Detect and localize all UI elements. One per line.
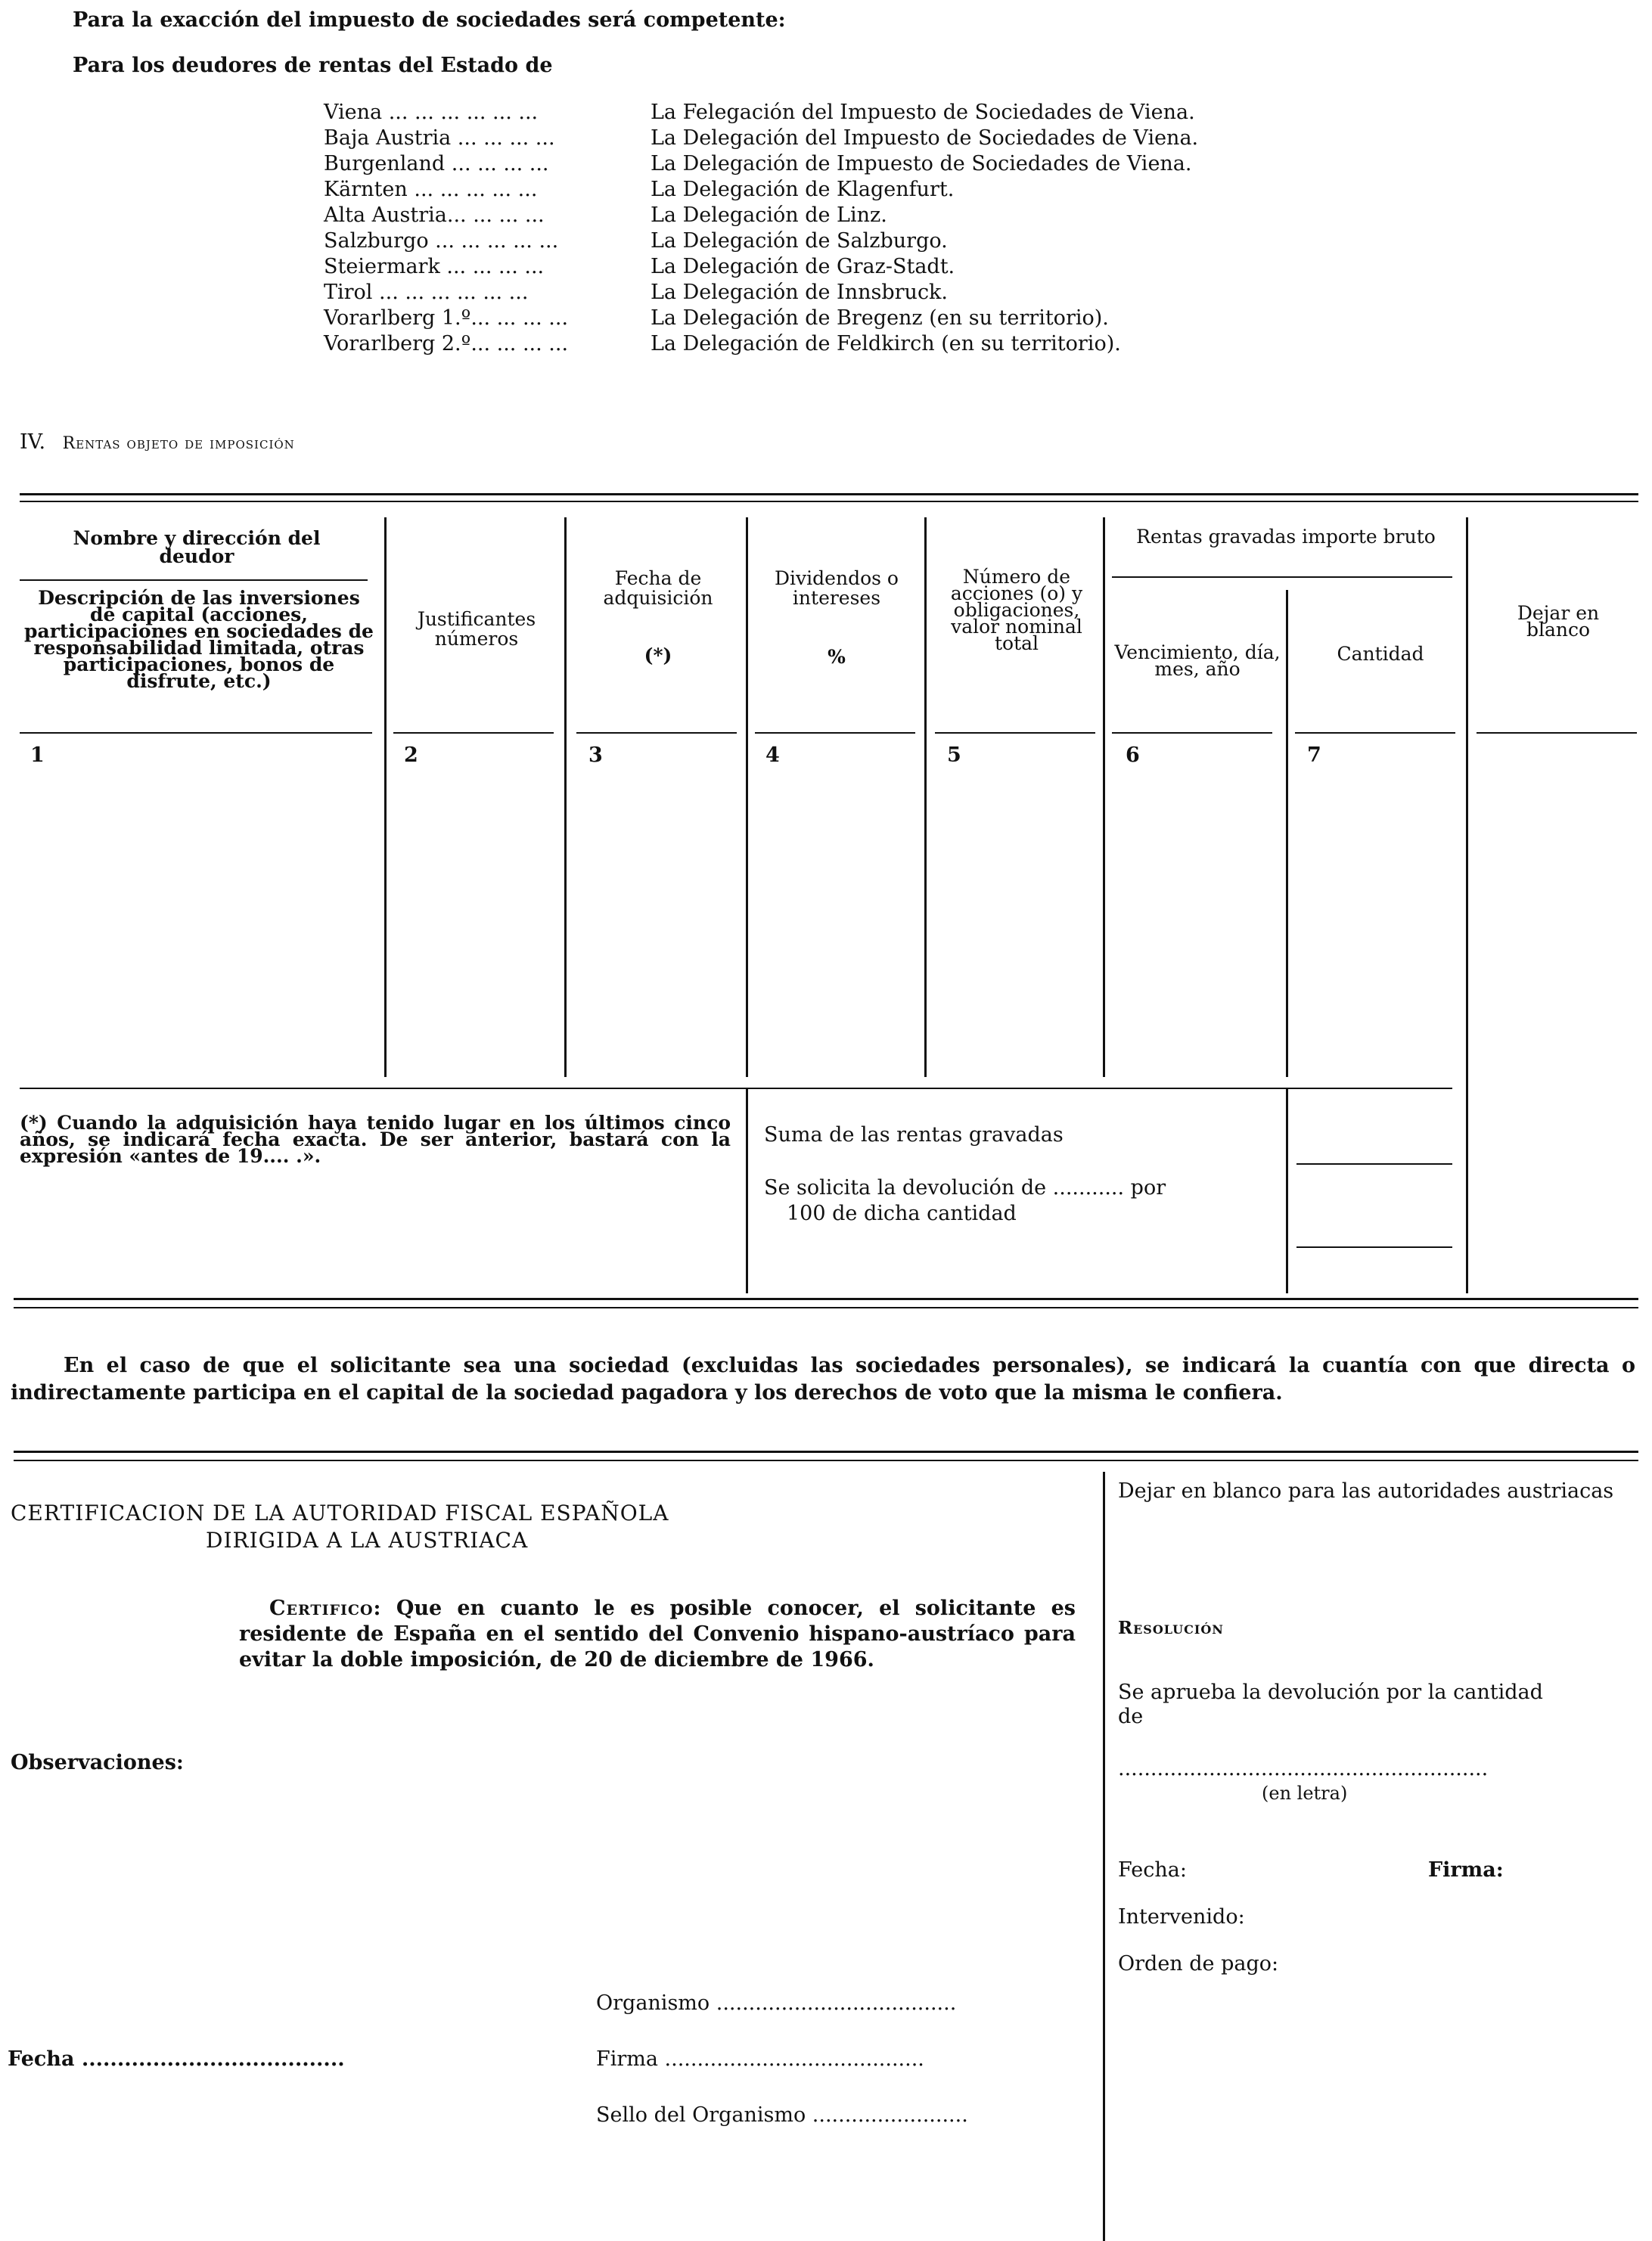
col-number-6: 6 <box>1126 743 1140 767</box>
organismo-field[interactable]: Organismo ..................................... <box>596 1991 957 2015</box>
table-bottom-rule-2 <box>14 1307 1638 1308</box>
cert-column-divider <box>1103 1472 1105 2241</box>
intro-line-1: Para la exacción del impuesto de sociedades será competente: <box>73 8 786 32</box>
intro-line-2-text: Para los deudores de rentas del Estado de <box>73 54 553 77</box>
dejar-en-blanco-note: Dejar en blanco para las autoridades austriacas <box>1118 1479 1614 1503</box>
numrow-rule-5 <box>935 732 1095 734</box>
state-name-5: Alta Austria... ... ... ... <box>324 203 545 227</box>
numrow-rule-6 <box>1112 732 1272 734</box>
devolucion-line-1: Se solicita la devolución de ........... por <box>764 1176 1166 1200</box>
section-number: IV. <box>20 430 46 454</box>
suma-value-line[interactable] <box>1296 1163 1452 1165</box>
intervenido-label: Intervenido: <box>1118 1905 1245 1929</box>
aprueba-text: Se aprueba la devolución por la cantidad de <box>1118 1681 1543 1728</box>
state-name-6: Salzburgo ... ... ... ... ... <box>324 229 559 253</box>
col-divider-4 <box>924 517 927 1077</box>
col1-head: Nombre y dirección del deudor <box>73 527 321 567</box>
col-number-5: 5 <box>947 743 961 767</box>
suma-divider-left <box>746 1089 748 1293</box>
numrow-rule-2 <box>393 732 554 734</box>
certifico-text: Que en cuanto le es posible conocer, el solicitante es residente de España en el sentido del Convenio hispano-austríaco para evitar la doble imposición, de 20 de diciembre de 1966. <box>239 1597 1076 1671</box>
table-top-rule-1 <box>20 493 1638 495</box>
table-bottom-rule-1 <box>14 1298 1638 1300</box>
state-office-2: La Delegación del Impuesto de Sociedades de Viena. <box>651 126 1199 150</box>
cert-title-1: CERTIFICACION DE LA AUTORIDAD FISCAL ESPAÑOLA <box>11 1501 669 1526</box>
suma-label: Suma de las rentas gravadas <box>764 1123 1064 1147</box>
fecha-field[interactable]: Fecha ..................................... <box>8 2047 345 2071</box>
table-footnote: (*) Cuando la adquisición haya tenido lugar en los últimos cinco años, se indicará fecha exacta. De ser anterior, bastará con la expresión «antes de 19.... .». <box>20 1112 731 1167</box>
devolucion-value-line[interactable] <box>1296 1246 1452 1248</box>
group-head: Rentas gravadas importe bruto <box>1136 526 1436 548</box>
col-number-4: 4 <box>765 743 780 767</box>
state-office-10: La Delegación de Feldkirch (en su territorio). <box>651 332 1121 355</box>
state-office-6: La Delegación de Salzburgo. <box>651 229 948 253</box>
table-top-rule-2 <box>20 501 1638 502</box>
col3-note: (*) <box>644 644 672 666</box>
state-office-1: La Felegación del Impuesto de Sociedades de Viena. <box>651 101 1195 124</box>
state-name-10: Vorarlberg 2.º... ... ... ... <box>324 332 569 355</box>
state-office-8: La Delegación de Innsbruck. <box>651 281 949 304</box>
state-name-3: Burgenland ... ... ... ... <box>324 152 549 175</box>
cert-title-2: DIRIGIDA A LA AUSTRIACA <box>206 1528 529 1553</box>
col-number-2: 2 <box>404 743 418 767</box>
col-number-1: 1 <box>30 743 45 767</box>
col-number-7: 7 <box>1307 743 1321 767</box>
col1-header-rule <box>20 579 368 581</box>
state-name-4: Kärnten ... ... ... ... ... <box>324 178 538 201</box>
col5-head: Número de acciones (o) y obligaciones, valor nominal total <box>950 566 1083 654</box>
state-office-7: La Delegación de Graz-Stadt. <box>651 255 955 278</box>
col4-head: Dividendos o intereses <box>775 567 899 609</box>
numrow-rule-8 <box>1477 732 1637 734</box>
certifico-paragraph <box>239 1596 1076 1673</box>
state-name-1: Viena ... ... ... ... ... ... <box>324 101 539 124</box>
state-office-4: La Delegación de Klagenfurt. <box>651 178 955 201</box>
state-office-3: La Delegación de Impuesto de Sociedades de Viena. <box>651 152 1192 175</box>
col-divider-3 <box>746 517 748 1077</box>
col-divider-7 <box>1466 517 1468 1293</box>
firma-field[interactable]: Firma ........................................ <box>596 2047 924 2071</box>
state-office-5: La Delegación de Linz. <box>651 203 887 227</box>
certifico-word: Certifico: <box>269 1597 382 1620</box>
resolucion-heading: Resolución <box>1118 1618 1224 1638</box>
section-heading <box>20 430 295 457</box>
state-name-8: Tirol ... ... ... ... ... ... <box>324 281 529 304</box>
col-divider-6 <box>1286 590 1288 1077</box>
austrian-fecha-label: Fecha: <box>1118 1858 1187 1882</box>
numrow-rule-3 <box>576 732 737 734</box>
orden-de-pago-label: Orden de pago: <box>1118 1952 1279 1976</box>
col1-sub: Descripción de las inversiones de capital (acciones, participaciones en sociedades de responsabilidad limitada, otras participaciones, bonos de disfrute, etc.) <box>24 587 374 692</box>
numrow-rule-1 <box>20 732 372 734</box>
numrow-rule-7 <box>1295 732 1455 734</box>
cantidad-dots-field[interactable]: ......................................................... <box>1118 1757 1489 1780</box>
cert-top-rule-2 <box>14 1460 1638 1461</box>
state-office-9: La Delegación de Bregenz (en su territorio). <box>651 306 1109 330</box>
devolucion-line-2: 100 de dicha cantidad <box>787 1202 1017 1225</box>
col3-head: Fecha de adquisición <box>603 567 713 609</box>
col7-head: Cantidad <box>1337 643 1424 665</box>
col-number-3: 3 <box>588 743 603 767</box>
suma-divider-mid <box>1286 1089 1288 1293</box>
numrow-rule-4 <box>755 732 915 734</box>
sociedad-note: En el caso de que el solicitante sea una sociedad (excluidas las sociedades personales), se indicará la cuantía con que directa o indirectamente participa en el capital de la sociedad pagadora y los derechos de voto que la misma le confiera. <box>11 1354 1635 1405</box>
section-title: Rentas objeto de imposición <box>62 434 295 453</box>
table-body-bottom-rule <box>20 1088 1452 1089</box>
state-name-7: Steiermark ... ... ... ... <box>324 255 545 278</box>
col4-note: % <box>828 646 846 668</box>
state-name-9: Vorarlberg 1.º... ... ... ... <box>324 306 569 330</box>
observaciones-label: Observaciones: <box>11 1751 184 1774</box>
col-divider-1 <box>384 517 387 1077</box>
cert-top-rule-1 <box>14 1451 1638 1453</box>
col2-head: Justificantes números <box>417 608 536 650</box>
group-header-rule <box>1112 576 1452 578</box>
col8-head: Dejar en blanco <box>1517 602 1600 641</box>
state-name-2: Baja Austria ... ... ... ... <box>324 126 555 150</box>
sello-field[interactable]: Sello del Organismo ........................ <box>596 2103 968 2127</box>
col-divider-5 <box>1103 517 1105 1077</box>
austrian-firma-label: Firma: <box>1428 1858 1504 1882</box>
en-letra-label: (en letra) <box>1262 1783 1348 1804</box>
intro-line-2 <box>73 53 553 79</box>
col6-head: Vencimiento, día, mes, año <box>1114 641 1281 680</box>
col-divider-2 <box>564 517 567 1077</box>
